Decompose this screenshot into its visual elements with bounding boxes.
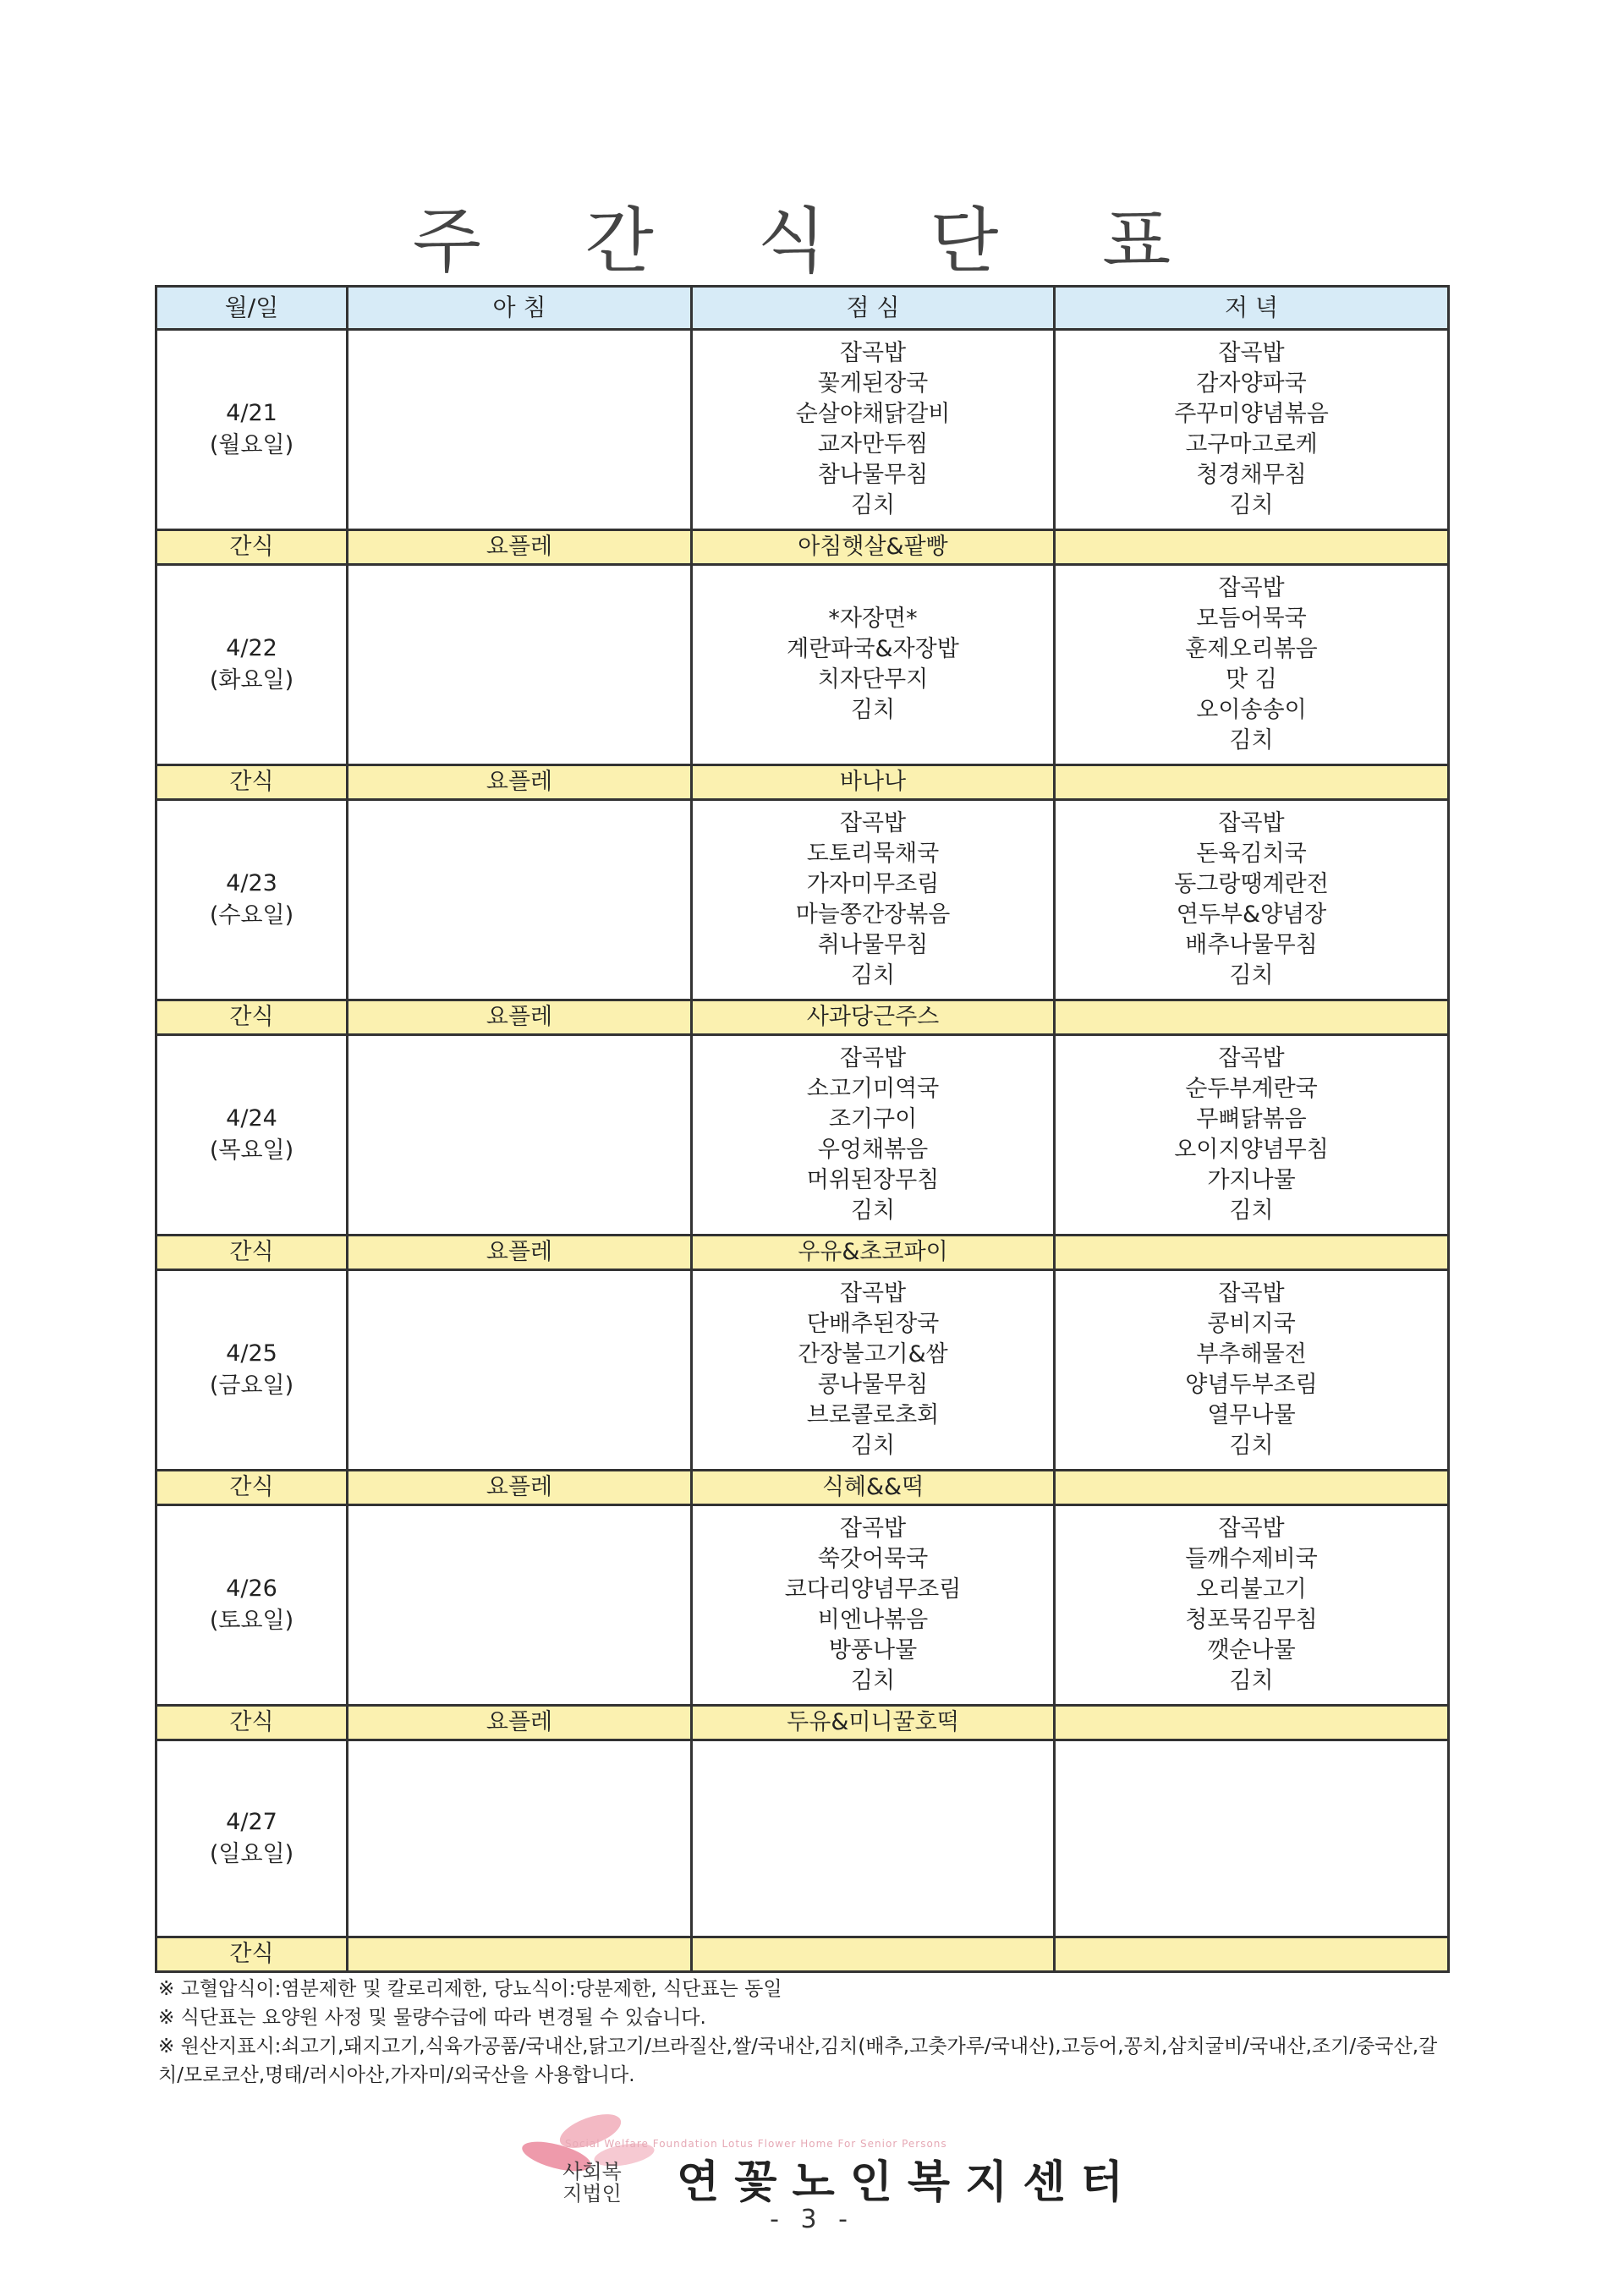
menu-item: 잡곡밥 bbox=[1218, 575, 1285, 601]
menu-item: 잡곡밥 bbox=[839, 1045, 907, 1071]
page-title: 주 간 식 단 표 bbox=[412, 200, 1212, 282]
snack-afternoon: 두유&미니꿀호떡 bbox=[692, 1706, 1055, 1740]
menu-item: 동그랑땡계란전 bbox=[1174, 871, 1329, 897]
snack-morning bbox=[348, 1937, 692, 1972]
menu-item: 소고기미역국 bbox=[806, 1076, 940, 1102]
menu-item: 양념두부조림 bbox=[1185, 1372, 1318, 1398]
menu-item: 가지나물 bbox=[1207, 1167, 1296, 1193]
menu-item: 방풍나물 bbox=[828, 1637, 918, 1663]
menu-item: 고구마고로케 bbox=[1185, 431, 1318, 458]
menu-item: 잡곡밥 bbox=[1218, 810, 1285, 836]
menu-item: 비엔나볶음 bbox=[817, 1607, 929, 1633]
note-line: ※ 식단표는 요양원 사정 및 물량수급에 따라 변경될 수 있습니다. bbox=[158, 2007, 706, 2029]
menu-item: 주꾸미양념볶음 bbox=[1174, 401, 1329, 427]
menu-item: 잡곡밥 bbox=[839, 810, 907, 836]
snack-label: 간식 bbox=[156, 1000, 348, 1035]
menu-item: 순살야채닭갈비 bbox=[795, 401, 951, 427]
menu-item: 계란파국&자장밥 bbox=[787, 636, 959, 662]
header-lunch: 점 심 bbox=[692, 287, 1055, 330]
day-date: 4/23 bbox=[226, 870, 277, 896]
snack-row bbox=[156, 1471, 1449, 1505]
lunch-cell bbox=[692, 1035, 1055, 1236]
breakfast-cell bbox=[348, 330, 692, 530]
menu-item: 잡곡밥 bbox=[839, 1515, 907, 1542]
menu-item: 모듬어묵국 bbox=[1196, 606, 1307, 632]
snack-afternoon: 바나나 bbox=[692, 765, 1055, 800]
day-weekday: (수요일) bbox=[209, 902, 294, 929]
snack-row bbox=[156, 1236, 1449, 1270]
menu-item: 무뼈닭볶음 bbox=[1196, 1106, 1307, 1132]
footer-org-name: 연꽃노인복지센터 bbox=[677, 2157, 1138, 2208]
day-date-cell bbox=[156, 1270, 348, 1471]
day-date: 4/21 bbox=[226, 400, 277, 426]
day-date: 4/26 bbox=[226, 1575, 277, 1602]
menu-item: 열무나물 bbox=[1207, 1402, 1296, 1428]
lunch-cell bbox=[692, 330, 1055, 530]
weekly-menu-table bbox=[155, 285, 1450, 1973]
menu-item: 김치 bbox=[1229, 1433, 1274, 1459]
menu-item: 콩나물무침 bbox=[817, 1372, 929, 1398]
snack-label: 간식 bbox=[156, 1236, 348, 1270]
menu-item: 배추나물무침 bbox=[1185, 932, 1318, 958]
snack-row bbox=[156, 1000, 1449, 1035]
snack-label: 간식 bbox=[156, 1706, 348, 1740]
menu-item: 머위된장무침 bbox=[806, 1167, 940, 1193]
snack-row bbox=[156, 1937, 1449, 1972]
day-date: 4/27 bbox=[226, 1809, 277, 1835]
breakfast-cell bbox=[348, 1035, 692, 1236]
menu-item: *자장면* bbox=[828, 606, 918, 632]
snack-morning: 요플레 bbox=[348, 1471, 692, 1505]
dinner-cell bbox=[1055, 330, 1449, 530]
snack-morning: 요플레 bbox=[348, 1706, 692, 1740]
header-dinner: 저 녁 bbox=[1055, 287, 1449, 330]
breakfast-cell bbox=[348, 1270, 692, 1471]
day-date: 4/22 bbox=[226, 635, 277, 661]
menu-item: 마늘쫑간장볶음 bbox=[795, 901, 951, 928]
menu-item: 오리불고기 bbox=[1196, 1576, 1307, 1603]
day-date-cell bbox=[156, 800, 348, 1000]
breakfast-cell bbox=[348, 565, 692, 765]
menu-item: 잡곡밥 bbox=[1218, 1045, 1285, 1071]
menu-item: 취나물무침 bbox=[817, 932, 929, 958]
menu-item: 가자미무조림 bbox=[806, 871, 940, 897]
note-line: ※ 원산지표시:쇠고기,돼지고기,식육가공품/국내산,닭고기/브라질산,쌀/국내산,김치(배추,고춧가루/국내산),고등어,꽁치,삼치굴비/국내산,조기/중국산,갈치/모로코산,명태/러시아산,가자미/외국산을 사용합니다. bbox=[158, 2036, 1438, 2086]
menu-item: 김치 bbox=[850, 1197, 896, 1224]
menu-item: 잡곡밥 bbox=[839, 340, 907, 366]
breakfast-cell bbox=[348, 1505, 692, 1706]
menu-item: 오이지양념무침 bbox=[1174, 1137, 1329, 1163]
footer-english-name: Social Welfare Foundation Lotus Flower Home For Senior Persons bbox=[565, 2138, 947, 2150]
snack-morning: 요플레 bbox=[348, 765, 692, 800]
menu-item: 김치 bbox=[850, 492, 896, 518]
day-weekday: (일요일) bbox=[209, 1841, 294, 1867]
day-date-cell bbox=[156, 1740, 348, 1937]
dinner-cell bbox=[1055, 1270, 1449, 1471]
menu-item: 브로콜로초회 bbox=[806, 1402, 940, 1428]
snack-afternoon: 우유&초코파이 bbox=[692, 1236, 1055, 1270]
snack-row bbox=[156, 1706, 1449, 1740]
snack-evening bbox=[1055, 1000, 1449, 1035]
lunch-cell bbox=[692, 1270, 1055, 1471]
snack-evening bbox=[1055, 1236, 1449, 1270]
menu-item: 단배추된장국 bbox=[806, 1311, 940, 1337]
day-weekday: (목요일) bbox=[209, 1137, 294, 1164]
day-weekday: (월요일) bbox=[209, 432, 294, 458]
menu-item: 부추해물전 bbox=[1196, 1341, 1307, 1367]
day-date-cell bbox=[156, 1035, 348, 1236]
snack-label: 간식 bbox=[156, 530, 348, 565]
snack-row bbox=[156, 765, 1449, 800]
menu-item: 김치 bbox=[850, 962, 896, 989]
dinner-cell bbox=[1055, 1740, 1449, 1937]
day-row bbox=[156, 1035, 1449, 1236]
day-row bbox=[156, 1270, 1449, 1471]
day-weekday: (금요일) bbox=[209, 1373, 294, 1399]
menu-item: 돈육김치국 bbox=[1196, 841, 1307, 867]
menu-item: 김치 bbox=[1229, 1197, 1274, 1224]
footer-org-type: 사회복지법인 bbox=[562, 2160, 622, 2206]
breakfast-cell bbox=[348, 800, 692, 1000]
day-date-cell bbox=[156, 565, 348, 765]
day-row bbox=[156, 330, 1449, 530]
menu-item: 김치 bbox=[1229, 492, 1274, 518]
menu-item: 오이송송이 bbox=[1196, 697, 1307, 723]
menu-item: 청경채무침 bbox=[1196, 462, 1307, 488]
snack-morning: 요플레 bbox=[348, 1236, 692, 1270]
day-row bbox=[156, 565, 1449, 765]
menu-item: 참나물무침 bbox=[817, 462, 929, 488]
lunch-cell bbox=[692, 1505, 1055, 1706]
lunch-cell bbox=[692, 800, 1055, 1000]
menu-item: 훈제오리볶음 bbox=[1185, 636, 1318, 662]
snack-evening bbox=[1055, 1471, 1449, 1505]
menu-item: 깻순나물 bbox=[1207, 1637, 1296, 1663]
menu-item: 김치 bbox=[850, 697, 896, 723]
menu-item: 김치 bbox=[850, 1668, 896, 1694]
dinner-cell bbox=[1055, 1035, 1449, 1236]
page-number: - 3 - bbox=[770, 2205, 854, 2234]
header-breakfast: 아 침 bbox=[348, 287, 692, 330]
menu-item: 조기구이 bbox=[828, 1106, 918, 1132]
snack-afternoon bbox=[692, 1937, 1055, 1972]
menu-item: 코다리양념무조림 bbox=[784, 1576, 962, 1603]
menu-item: 순두부계란국 bbox=[1185, 1076, 1318, 1102]
day-date-cell bbox=[156, 1505, 348, 1706]
dinner-cell bbox=[1055, 800, 1449, 1000]
lunch-cell bbox=[692, 1740, 1055, 1937]
snack-label: 간식 bbox=[156, 1937, 348, 1972]
menu-item: 잡곡밥 bbox=[839, 1280, 907, 1307]
day-weekday: (화요일) bbox=[209, 667, 294, 693]
menu-item: 맛 김 bbox=[1226, 666, 1277, 693]
snack-evening bbox=[1055, 1706, 1449, 1740]
menu-item: 콩비지국 bbox=[1207, 1311, 1296, 1337]
snack-label: 간식 bbox=[156, 1471, 348, 1505]
menu-item: 김치 bbox=[1229, 1668, 1274, 1694]
menu-item: 감자양파국 bbox=[1196, 370, 1307, 397]
menu-item: 잡곡밥 bbox=[1218, 340, 1285, 366]
snack-evening bbox=[1055, 1937, 1449, 1972]
day-row bbox=[156, 800, 1449, 1000]
snack-afternoon: 식혜&&떡 bbox=[692, 1471, 1055, 1505]
menu-item: 교자만두찜 bbox=[817, 431, 929, 458]
snack-afternoon: 아침햇살&팥빵 bbox=[692, 530, 1055, 565]
notes bbox=[158, 1975, 1461, 2090]
menu-item: 김치 bbox=[1229, 727, 1274, 753]
menu-item: 우엉채볶음 bbox=[817, 1137, 929, 1163]
day-date: 4/25 bbox=[226, 1340, 277, 1367]
day-date-cell bbox=[156, 330, 348, 530]
menu-item: 김치 bbox=[850, 1433, 896, 1459]
menu-item: 꽃게된장국 bbox=[817, 370, 929, 397]
menu-item: 쑥갓어묵국 bbox=[817, 1546, 929, 1572]
menu-item: 청포묵김무침 bbox=[1185, 1607, 1318, 1633]
snack-row bbox=[156, 530, 1449, 565]
day-weekday: (토요일) bbox=[209, 1608, 294, 1634]
snack-morning: 요플레 bbox=[348, 1000, 692, 1035]
dinner-cell bbox=[1055, 1505, 1449, 1706]
menu-item: 도토리묵채국 bbox=[806, 841, 940, 867]
dinner-cell bbox=[1055, 565, 1449, 765]
snack-morning: 요플레 bbox=[348, 530, 692, 565]
table-header-row bbox=[156, 287, 1449, 330]
header-date: 월/일 bbox=[156, 287, 348, 330]
menu-item: 간장불고기&쌈 bbox=[798, 1341, 948, 1367]
lunch-cell bbox=[692, 565, 1055, 765]
day-date: 4/24 bbox=[226, 1105, 277, 1132]
day-row bbox=[156, 1505, 1449, 1706]
menu-item: 치자단무지 bbox=[817, 666, 929, 693]
snack-label: 간식 bbox=[156, 765, 348, 800]
snack-afternoon: 사과당근주스 bbox=[692, 1000, 1055, 1035]
menu-item: 김치 bbox=[1229, 962, 1274, 989]
menu-item: 잡곡밥 bbox=[1218, 1515, 1285, 1542]
menu-item: 잡곡밥 bbox=[1218, 1280, 1285, 1307]
day-row bbox=[156, 1740, 1449, 1937]
menu-item: 연두부&양념장 bbox=[1176, 901, 1327, 928]
snack-evening bbox=[1055, 765, 1449, 800]
note-line: ※ 고혈압식이:염분제한 및 칼로리제한, 당뇨식이:당분제한, 식단표는 동일 bbox=[158, 1978, 782, 2000]
breakfast-cell bbox=[348, 1740, 692, 1937]
menu-item: 들깨수제비국 bbox=[1185, 1546, 1318, 1572]
snack-evening bbox=[1055, 530, 1449, 565]
